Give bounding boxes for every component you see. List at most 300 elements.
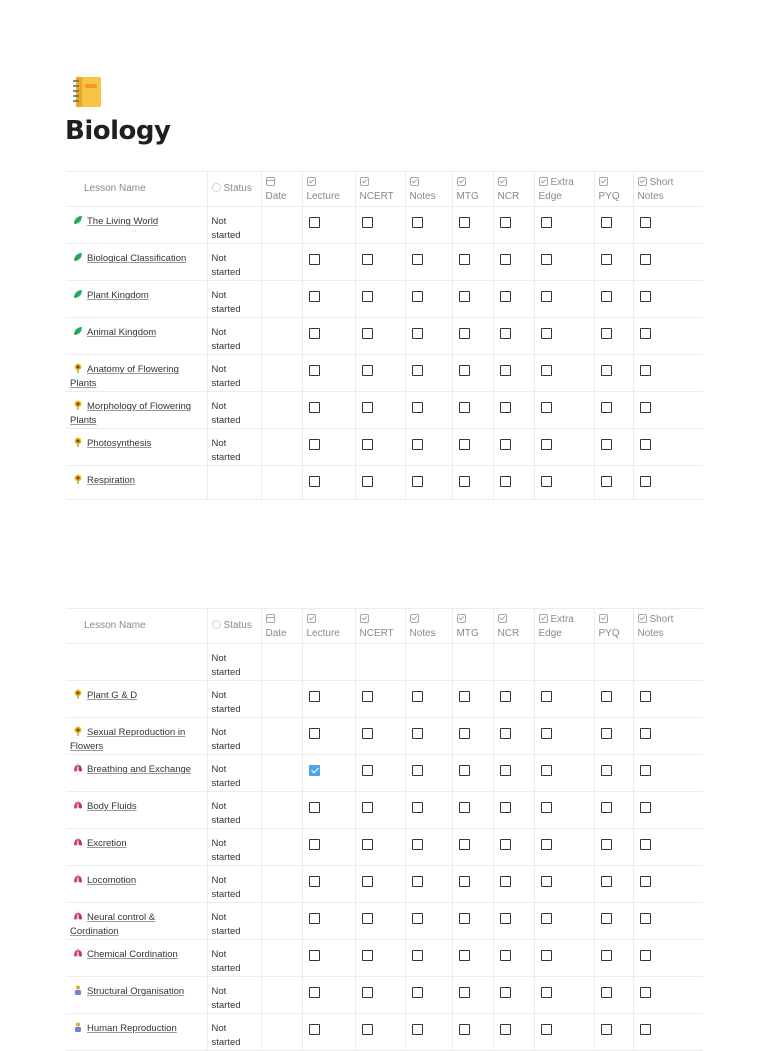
ncert-checkbox[interactable] (362, 439, 373, 450)
ncert-checkbox[interactable] (362, 728, 373, 739)
column-header-short-notes[interactable]: Short Notes (633, 172, 703, 207)
date-cell[interactable] (261, 466, 302, 500)
mtg-checkbox[interactable] (459, 765, 470, 776)
pyq-checkbox[interactable] (601, 950, 612, 961)
date-cell[interactable] (261, 355, 302, 392)
short-notes-checkbox[interactable] (640, 802, 651, 813)
date-cell[interactable] (261, 718, 302, 755)
extra-edge-checkbox[interactable] (541, 765, 552, 776)
pyq-checkbox[interactable] (601, 913, 612, 924)
notes-checkbox[interactable] (412, 987, 423, 998)
lecture-checkbox[interactable] (309, 476, 320, 487)
ncr-checkbox[interactable] (500, 728, 511, 739)
lesson-link[interactable]: Anatomy of Flowering Plants (70, 364, 179, 389)
lesson-link[interactable]: Body Fluids (87, 801, 137, 812)
date-cell[interactable] (261, 207, 302, 244)
lesson-name-cell[interactable] (66, 392, 207, 429)
notes-checkbox[interactable] (412, 1024, 423, 1035)
short-notes-checkbox[interactable] (640, 254, 651, 265)
table-row (66, 244, 703, 281)
checkbox-property-icon (307, 177, 316, 186)
pyq-checkbox[interactable] (601, 691, 612, 702)
short-notes-cell (633, 281, 703, 318)
lesson-link[interactable]: Biological Classification (87, 253, 187, 264)
date-cell[interactable] (261, 903, 302, 940)
ncr-checkbox[interactable] (500, 802, 511, 813)
short-notes-checkbox[interactable] (640, 1024, 651, 1035)
date-cell[interactable] (261, 644, 302, 681)
column-header-mtg[interactable]: MTG (452, 172, 493, 207)
ncr-checkbox[interactable] (500, 691, 511, 702)
notes-checkbox[interactable] (412, 328, 423, 339)
extra-edge-checkbox[interactable] (541, 913, 552, 924)
pyq-checkbox[interactable] (601, 217, 612, 228)
short-notes-cell (633, 392, 703, 429)
status-cell[interactable] (207, 244, 261, 281)
status-cell[interactable] (207, 429, 261, 466)
lesson-name-cell[interactable] (66, 829, 207, 866)
lessons-table-1 (66, 171, 703, 500)
short-notes-checkbox[interactable] (640, 987, 651, 998)
extra-edge-cell (534, 355, 594, 392)
notes-cell (405, 355, 452, 392)
status-cell[interactable] (207, 318, 261, 355)
notes-checkbox[interactable] (412, 291, 423, 302)
ncert-checkbox[interactable] (362, 765, 373, 776)
ncert-checkbox[interactable] (362, 365, 373, 376)
lecture-checkbox[interactable] (309, 765, 320, 776)
status-cell[interactable] (207, 466, 261, 500)
lecture-cell (302, 244, 355, 281)
ncr-checkbox[interactable] (500, 439, 511, 450)
column-header-date[interactable]: Date (261, 172, 302, 207)
lecture-cell (302, 281, 355, 318)
short-notes-checkbox[interactable] (640, 402, 651, 413)
ncr-checkbox[interactable] (500, 876, 511, 887)
short-notes-cell (633, 207, 703, 244)
lecture-checkbox[interactable] (309, 365, 320, 376)
lecture-checkbox[interactable] (309, 728, 320, 739)
extra-edge-checkbox[interactable] (541, 439, 552, 450)
date-cell[interactable] (261, 829, 302, 866)
column-header-notes[interactable]: Notes (405, 172, 452, 207)
column-header-lecture[interactable]: Lecture (302, 609, 355, 644)
mtg-checkbox[interactable] (459, 254, 470, 265)
lesson-name-cell[interactable] (66, 318, 207, 355)
ncert-checkbox[interactable] (362, 476, 373, 487)
ncert-checkbox[interactable] (362, 691, 373, 702)
pyq-cell (594, 429, 633, 466)
table-row (66, 866, 703, 903)
status-value: Not started (211, 690, 241, 715)
ncert-checkbox[interactable] (362, 913, 373, 924)
column-header-ncert[interactable]: NCERT (355, 172, 405, 207)
lesson-name-cell[interactable] (66, 466, 207, 500)
pyq-checkbox[interactable] (601, 802, 612, 813)
notes-cell (405, 718, 452, 755)
ncr-cell (493, 792, 534, 829)
mtg-cell (452, 718, 493, 755)
extra-edge-checkbox[interactable] (541, 328, 552, 339)
ncert-checkbox[interactable] (362, 254, 373, 265)
pyq-checkbox[interactable] (601, 987, 612, 998)
pyq-checkbox[interactable] (601, 291, 612, 302)
short-notes-checkbox[interactable] (640, 439, 651, 450)
status-value: Not started (211, 912, 241, 937)
extra-edge-checkbox[interactable] (541, 876, 552, 887)
mtg-checkbox[interactable] (459, 839, 470, 850)
status-value: Not started (211, 364, 241, 389)
short-notes-checkbox[interactable] (640, 217, 651, 228)
date-cell[interactable] (261, 681, 302, 718)
short-notes-cell (633, 1014, 703, 1051)
mtg-checkbox[interactable] (459, 913, 470, 924)
column-header-lesson-name[interactable]: Lesson Name (66, 172, 207, 207)
notes-checkbox[interactable] (412, 476, 423, 487)
lesson-link[interactable]: Chemical Cordination (87, 949, 178, 960)
pyq-checkbox[interactable] (601, 1024, 612, 1035)
lesson-name-cell[interactable] (66, 207, 207, 244)
notes-checkbox[interactable] (412, 439, 423, 450)
mtg-checkbox[interactable] (459, 365, 470, 376)
lecture-checkbox[interactable] (309, 876, 320, 887)
column-header-short-notes[interactable]: Short Notes (633, 609, 703, 644)
lesson-name-cell[interactable] (66, 866, 207, 903)
extra-edge-cell (534, 681, 594, 718)
lesson-link[interactable]: Morphology of Flowering Plants (70, 401, 192, 426)
lesson-name-cell[interactable] (66, 792, 207, 829)
pyq-checkbox[interactable] (601, 728, 612, 739)
pyq-checkbox[interactable] (601, 476, 612, 487)
lecture-checkbox[interactable] (309, 254, 320, 265)
lesson-link[interactable]: The Living World (87, 216, 159, 227)
column-header-ncr[interactable]: NCR (493, 172, 534, 207)
notes-checkbox[interactable] (412, 402, 423, 413)
notes-checkbox[interactable] (412, 728, 423, 739)
short-notes-checkbox[interactable] (640, 950, 651, 961)
short-notes-cell (633, 718, 703, 755)
date-cell[interactable] (261, 244, 302, 281)
extra-edge-checkbox[interactable] (541, 802, 552, 813)
pyq-cell (594, 755, 633, 792)
short-notes-checkbox[interactable] (640, 328, 651, 339)
lesson-link[interactable]: Breathing and Exchange (87, 764, 192, 775)
short-notes-checkbox[interactable] (640, 876, 651, 887)
lesson-link[interactable]: Neural control & Cordination (70, 912, 156, 937)
pyq-checkbox[interactable] (601, 365, 612, 376)
extra-edge-checkbox[interactable] (541, 402, 552, 413)
lesson-name-cell[interactable] (66, 1014, 207, 1051)
lesson-name-cell[interactable] (66, 977, 207, 1014)
lesson-link[interactable]: Sexual Reproduction in Flowers (70, 727, 186, 752)
ncert-checkbox[interactable] (362, 839, 373, 850)
status-value: Not started (211, 401, 241, 426)
checkbox-property-icon (638, 614, 647, 623)
ncr-checkbox[interactable] (500, 765, 511, 776)
notes-cell (405, 429, 452, 466)
lesson-name-cell[interactable] (66, 681, 207, 718)
mtg-checkbox[interactable] (459, 291, 470, 302)
lungs-icon (73, 874, 83, 884)
mtg-checkbox[interactable] (459, 691, 470, 702)
checkbox-property-icon (539, 177, 548, 186)
calendar-icon (266, 177, 275, 186)
status-cell[interactable] (207, 940, 261, 977)
mtg-cell (452, 977, 493, 1014)
status-cell[interactable] (207, 392, 261, 429)
mtg-checkbox[interactable] (459, 802, 470, 813)
notes-checkbox[interactable] (412, 913, 423, 924)
lecture-checkbox[interactable] (309, 987, 320, 998)
status-cell[interactable] (207, 681, 261, 718)
checkbox-property-icon (360, 614, 369, 623)
lesson-name-cell[interactable] (66, 244, 207, 281)
ncert-cell (355, 755, 405, 792)
table-row (66, 755, 703, 792)
lecture-checkbox[interactable] (309, 839, 320, 850)
ncr-checkbox[interactable] (500, 1024, 511, 1035)
ncr-cell (493, 644, 534, 681)
lesson-name-cell[interactable] (66, 644, 207, 681)
extra-edge-checkbox[interactable] (541, 950, 552, 961)
extra-edge-checkbox[interactable] (541, 254, 552, 265)
lecture-checkbox[interactable] (309, 802, 320, 813)
column-header-mtg[interactable]: MTG (452, 609, 493, 644)
notes-checkbox[interactable] (412, 876, 423, 887)
status-value: Not started (211, 438, 241, 463)
short-notes-checkbox[interactable] (640, 691, 651, 702)
checkbox-property-icon (410, 614, 419, 623)
ncr-checkbox[interactable] (500, 254, 511, 265)
extra-edge-checkbox[interactable] (541, 839, 552, 850)
short-notes-checkbox[interactable] (640, 365, 651, 376)
ncr-checkbox[interactable] (500, 913, 511, 924)
sunflower-icon (73, 689, 83, 699)
pyq-checkbox[interactable] (601, 328, 612, 339)
notes-checkbox[interactable] (412, 254, 423, 265)
column-header-ncert[interactable]: NCERT (355, 609, 405, 644)
extra-edge-checkbox[interactable] (541, 1024, 552, 1035)
lesson-name-cell[interactable] (66, 755, 207, 792)
ncert-checkbox[interactable] (362, 802, 373, 813)
lesson-link[interactable]: Locomotion (87, 875, 137, 886)
status-cell[interactable] (207, 792, 261, 829)
notes-checkbox[interactable] (412, 839, 423, 850)
date-cell[interactable] (261, 792, 302, 829)
lesson-name-cell[interactable] (66, 281, 207, 318)
ncr-checkbox[interactable] (500, 291, 511, 302)
short-notes-checkbox[interactable] (640, 913, 651, 924)
short-notes-checkbox[interactable] (640, 476, 651, 487)
ncert-cell (355, 466, 405, 500)
mtg-cell (452, 207, 493, 244)
column-header-pyq[interactable]: PYQ (594, 172, 633, 207)
lesson-name-cell[interactable] (66, 940, 207, 977)
lesson-name-cell[interactable] (66, 355, 207, 392)
mtg-checkbox[interactable] (459, 728, 470, 739)
notes-checkbox[interactable] (412, 802, 423, 813)
status-cell[interactable] (207, 207, 261, 244)
lesson-link[interactable]: Photosynthesis (87, 438, 152, 449)
date-cell[interactable] (261, 1014, 302, 1051)
column-header-lesson-name[interactable]: Lesson Name (66, 609, 207, 644)
lesson-name-cell[interactable] (66, 903, 207, 940)
extra-edge-checkbox[interactable] (541, 217, 552, 228)
lesson-link[interactable]: Human Reproduction (87, 1023, 177, 1034)
lesson-name-cell[interactable] (66, 718, 207, 755)
column-header-extra-edge[interactable]: Extra Edge (534, 172, 594, 207)
lesson-link[interactable]: Plant Kingdom (87, 290, 149, 301)
notes-checkbox[interactable] (412, 950, 423, 961)
extra-edge-checkbox[interactable] (541, 987, 552, 998)
lecture-checkbox[interactable] (309, 691, 320, 702)
ncr-checkbox[interactable] (500, 402, 511, 413)
ncr-checkbox[interactable] (500, 365, 511, 376)
table-row (66, 392, 703, 429)
ncr-cell (493, 718, 534, 755)
pyq-checkbox[interactable] (601, 876, 612, 887)
status-cell[interactable] (207, 1014, 261, 1051)
mtg-checkbox[interactable] (459, 328, 470, 339)
status-cell[interactable] (207, 903, 261, 940)
notes-checkbox[interactable] (412, 765, 423, 776)
status-cell[interactable] (207, 355, 261, 392)
pyq-checkbox[interactable] (601, 254, 612, 265)
column-header-notes[interactable]: Notes (405, 609, 452, 644)
ncert-checkbox[interactable] (362, 291, 373, 302)
status-value: Not started (211, 290, 241, 315)
column-header-status[interactable]: Status (207, 609, 261, 644)
extra-edge-checkbox[interactable] (541, 728, 552, 739)
short-notes-checkbox[interactable] (640, 728, 651, 739)
pyq-checkbox[interactable] (601, 439, 612, 450)
mtg-checkbox[interactable] (459, 987, 470, 998)
status-cell[interactable] (207, 755, 261, 792)
lecture-checkbox[interactable] (309, 439, 320, 450)
lesson-link[interactable]: Respiration (87, 475, 136, 486)
lesson-link[interactable]: Animal Kingdom (87, 327, 157, 338)
status-cell[interactable] (207, 718, 261, 755)
ncr-checkbox[interactable] (500, 476, 511, 487)
pyq-checkbox[interactable] (601, 402, 612, 413)
ncr-checkbox[interactable] (500, 328, 511, 339)
lesson-name-cell[interactable] (66, 429, 207, 466)
lecture-checkbox[interactable] (309, 913, 320, 924)
extra-edge-checkbox[interactable] (541, 365, 552, 376)
date-cell[interactable] (261, 392, 302, 429)
column-header-lecture[interactable]: Lecture (302, 172, 355, 207)
ncr-checkbox[interactable] (500, 839, 511, 850)
ncr-checkbox[interactable] (500, 217, 511, 228)
column-header-status[interactable]: Status (207, 172, 261, 207)
lecture-checkbox[interactable] (309, 1024, 320, 1035)
pyq-checkbox[interactable] (601, 765, 612, 776)
date-cell[interactable] (261, 940, 302, 977)
lesson-link[interactable]: Structural Organisation (87, 986, 185, 997)
pyq-checkbox[interactable] (601, 839, 612, 850)
extra-edge-checkbox[interactable] (541, 291, 552, 302)
short-notes-checkbox[interactable] (640, 765, 651, 776)
short-notes-cell (633, 355, 703, 392)
extra-edge-checkbox[interactable] (541, 476, 552, 487)
notes-cell (405, 792, 452, 829)
lungs-icon (73, 800, 83, 810)
ncert-checkbox[interactable] (362, 987, 373, 998)
mtg-checkbox[interactable] (459, 950, 470, 961)
ncr-checkbox[interactable] (500, 950, 511, 961)
pyq-cell (594, 681, 633, 718)
mtg-checkbox[interactable] (459, 1024, 470, 1035)
lecture-cell (302, 429, 355, 466)
date-cell[interactable] (261, 977, 302, 1014)
notes-cell (405, 318, 452, 355)
date-cell[interactable] (261, 281, 302, 318)
lesson-link[interactable]: Plant G & D (87, 690, 138, 701)
lecture-checkbox[interactable] (309, 402, 320, 413)
column-header-ncr[interactable]: NCR (493, 609, 534, 644)
notes-checkbox[interactable] (412, 365, 423, 376)
mtg-checkbox[interactable] (459, 402, 470, 413)
ncert-checkbox[interactable] (362, 950, 373, 961)
lesson-link[interactable]: Excretion (87, 838, 127, 849)
extra-edge-checkbox[interactable] (541, 691, 552, 702)
mtg-checkbox[interactable] (459, 439, 470, 450)
ncert-checkbox[interactable] (362, 402, 373, 413)
ncert-checkbox[interactable] (362, 217, 373, 228)
short-notes-cell (633, 681, 703, 718)
status-cell[interactable] (207, 829, 261, 866)
lecture-checkbox[interactable] (309, 217, 320, 228)
short-notes-checkbox[interactable] (640, 291, 651, 302)
column-header-extra-edge[interactable]: Extra Edge (534, 609, 594, 644)
lecture-cell (302, 755, 355, 792)
ncert-cell (355, 355, 405, 392)
lecture-checkbox[interactable] (309, 328, 320, 339)
short-notes-checkbox[interactable] (640, 839, 651, 850)
lungs-icon (73, 837, 83, 847)
notes-checkbox[interactable] (412, 691, 423, 702)
mtg-cell (452, 903, 493, 940)
date-cell[interactable] (261, 755, 302, 792)
lecture-checkbox[interactable] (309, 950, 320, 961)
column-header-date[interactable]: Date (261, 609, 302, 644)
status-cell[interactable] (207, 977, 261, 1014)
ncr-cell (493, 1014, 534, 1051)
mtg-checkbox[interactable] (459, 217, 470, 228)
status-cell[interactable] (207, 644, 261, 681)
lecture-checkbox[interactable] (309, 291, 320, 302)
ncert-checkbox[interactable] (362, 1024, 373, 1035)
pyq-cell (594, 903, 633, 940)
table-row (66, 977, 703, 1014)
mtg-checkbox[interactable] (459, 476, 470, 487)
sunflower-icon (73, 400, 83, 410)
date-cell[interactable] (261, 866, 302, 903)
status-cell[interactable] (207, 866, 261, 903)
lungs-icon (73, 948, 83, 958)
mtg-checkbox[interactable] (459, 876, 470, 887)
ncr-checkbox[interactable] (500, 987, 511, 998)
notes-checkbox[interactable] (412, 217, 423, 228)
column-header-pyq[interactable]: PYQ (594, 609, 633, 644)
date-cell[interactable] (261, 318, 302, 355)
ncert-checkbox[interactable] (362, 876, 373, 887)
table-row (66, 792, 703, 829)
status-cell[interactable] (207, 281, 261, 318)
date-cell[interactable] (261, 429, 302, 466)
checkbox-property-icon (539, 614, 548, 623)
ncert-checkbox[interactable] (362, 328, 373, 339)
